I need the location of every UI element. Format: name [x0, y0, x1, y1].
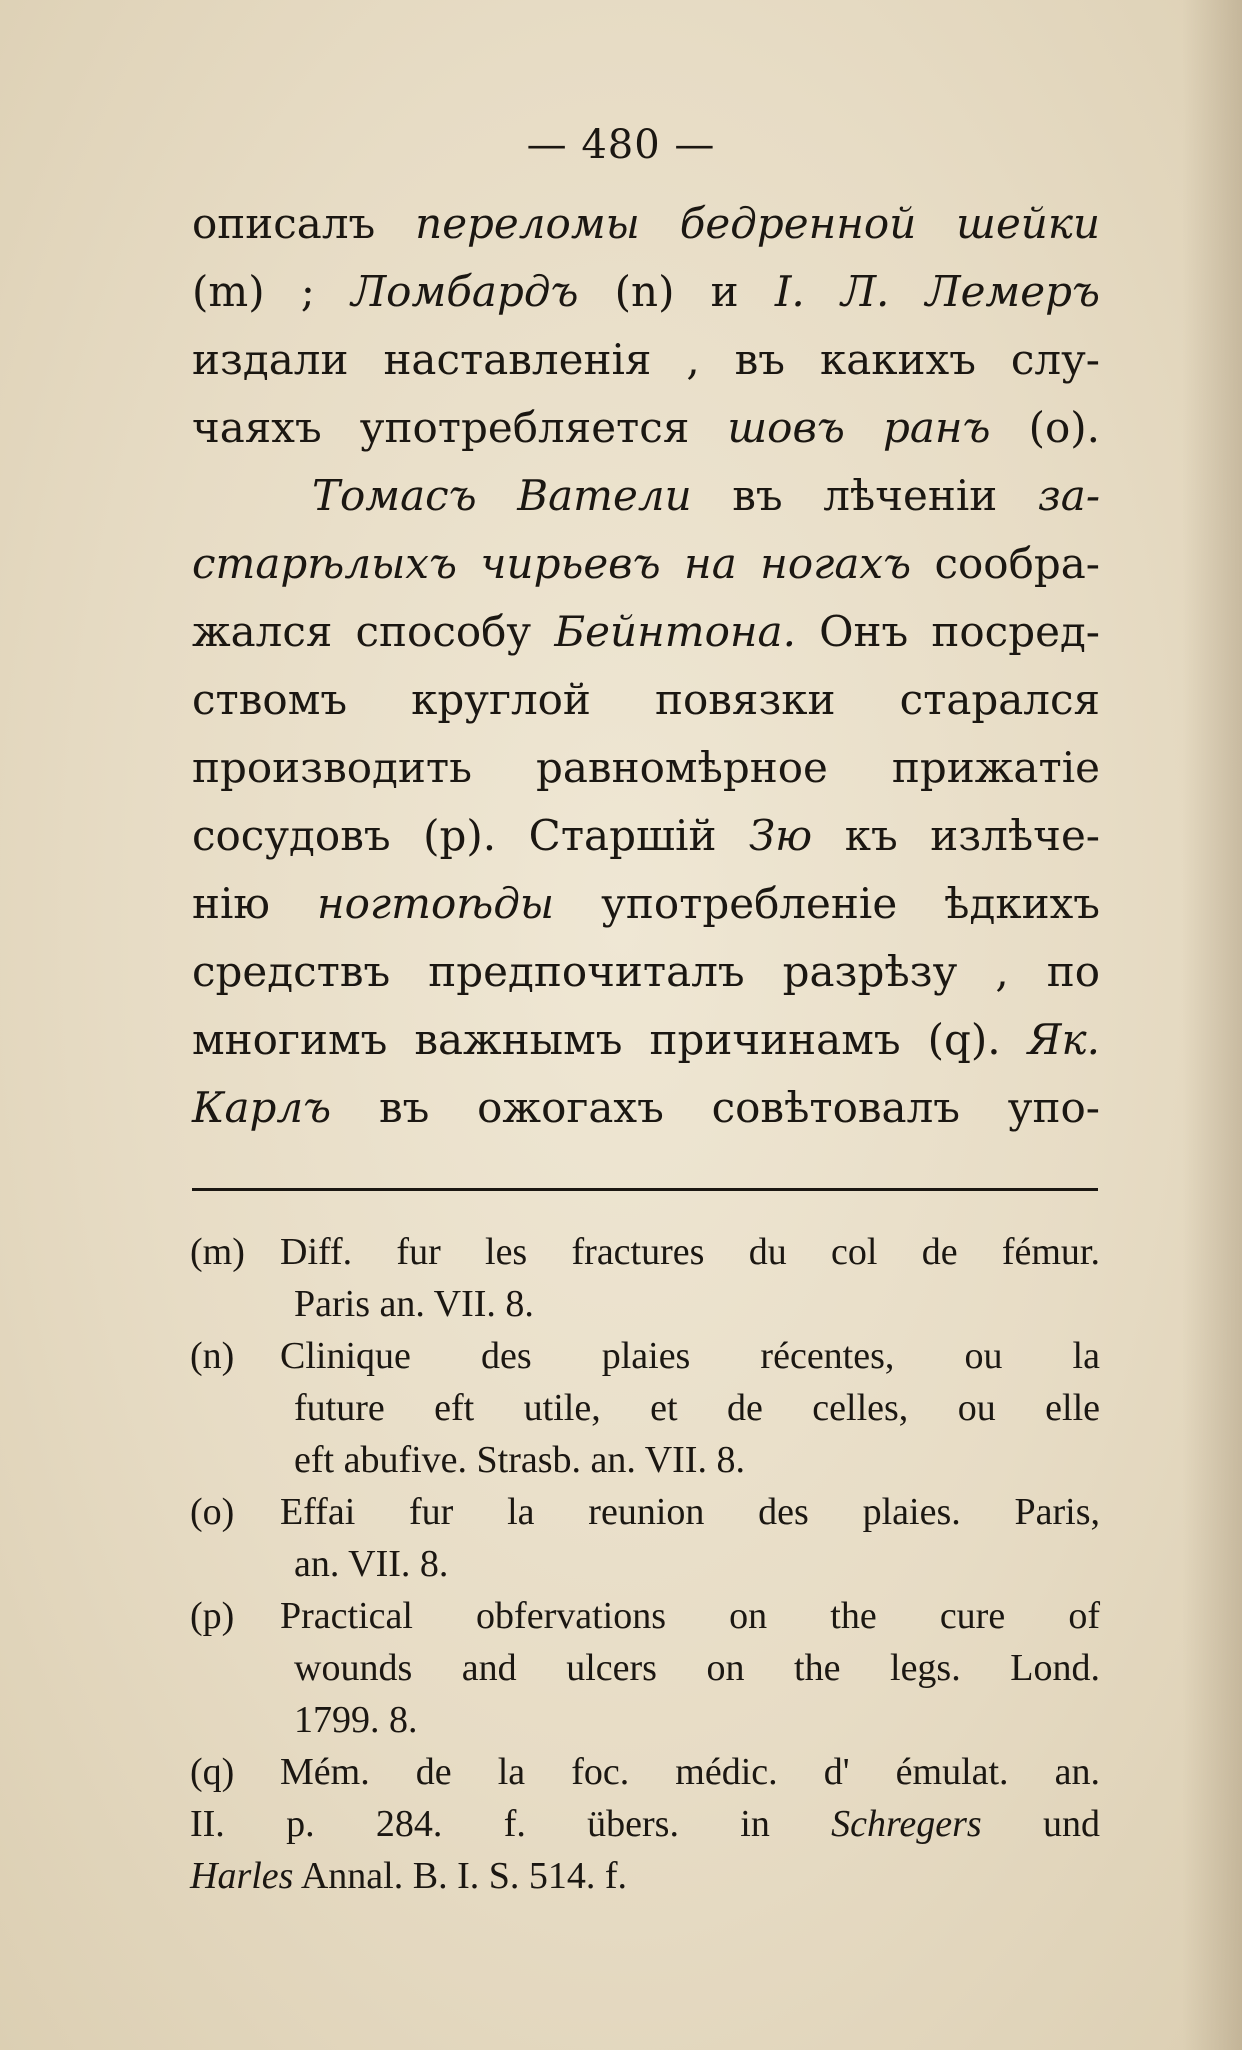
text-line	[192, 938, 1100, 1006]
footnote	[190, 1590, 1100, 1746]
text-segment: многимъ важнымъ причинамъ (q).	[192, 1015, 1028, 1064]
main-text	[192, 190, 1100, 1142]
footnote-marker: (m)	[190, 1231, 245, 1273]
text-segment: жался способу	[192, 607, 555, 656]
footnote-line	[190, 1434, 1100, 1486]
text-segment: сообра-	[911, 539, 1100, 588]
text-segment: описалъ	[192, 199, 416, 248]
footnote-line	[190, 1590, 1100, 1642]
italic-text-segment: старѣлыхъ чирьевъ на ногахъ	[192, 539, 912, 588]
text-segment: (m) ;	[192, 267, 352, 316]
text-segment: употребленіе ѣдкихъ	[554, 879, 1100, 928]
italic-text-segment: Карлъ	[192, 1083, 332, 1132]
text-line	[192, 734, 1100, 802]
footnote-marker: (q)	[190, 1751, 235, 1793]
footnote-line	[190, 1382, 1100, 1434]
text-line	[192, 530, 1100, 598]
footnote-marker: (n)	[190, 1335, 235, 1377]
text-segment: Practical obfervations on the cure of	[280, 1595, 1100, 1637]
text-line	[192, 598, 1100, 666]
italic-text-segment: шовъ ранъ	[727, 403, 991, 452]
italic-text-segment: Як.	[1027, 1015, 1100, 1064]
italic-text-segment: ногтоѣды	[316, 879, 555, 928]
footnote-rule	[192, 1188, 1098, 1191]
text-line	[192, 326, 1100, 394]
text-segment: eft abufive. Strasb. an. VII. 8.	[294, 1439, 745, 1481]
text-segment: производить равномѣрное прижатіе	[192, 743, 1100, 792]
text-line	[192, 462, 1100, 530]
italic-text-segment: переломы бедренной шейки	[415, 199, 1100, 248]
footnote-marker: (p)	[190, 1595, 235, 1637]
text-line	[192, 190, 1100, 258]
footnote-line	[190, 1642, 1100, 1694]
text-segment: ствомъ круглой повязки старался	[192, 675, 1100, 724]
footnote-line	[190, 1746, 1100, 1798]
text-segment: Effai fur la reunion des plaies. Paris,	[280, 1491, 1100, 1533]
text-segment: Annal. B. I. S. 514. f.	[293, 1855, 628, 1897]
italic-text-segment: Ломбардъ	[351, 267, 579, 316]
footnote	[190, 1746, 1100, 1902]
footnote-line	[190, 1538, 1100, 1590]
text-segment: средствъ предпочиталъ разрѣзу , по	[192, 947, 1100, 996]
text-segment: сосудовъ (р). Старшій	[192, 811, 750, 860]
footnote-line	[190, 1278, 1100, 1330]
footnote-line	[190, 1486, 1100, 1538]
text-segment: издали наставленія , въ какихъ слу-	[192, 335, 1100, 384]
footnote	[190, 1226, 1100, 1330]
text-line	[192, 258, 1100, 326]
text-line	[192, 1074, 1100, 1142]
italic-text-segment: I. Л. Лемеръ	[774, 267, 1100, 316]
text-segment: къ излѣче-	[812, 811, 1100, 860]
text-segment: Mém. de la foc. médic. d' émulat. an.	[280, 1751, 1100, 1793]
footnote-line	[190, 1850, 1100, 1902]
italic-text-segment: за-	[1037, 471, 1101, 520]
text-segment: II. p. 284. f. übers. in	[190, 1803, 832, 1845]
text-segment: въ ожогахъ совѣтовалъ упо-	[331, 1083, 1100, 1132]
text-segment: нію	[192, 879, 317, 928]
footnote	[190, 1486, 1100, 1590]
text-segment: 1799. 8.	[294, 1699, 418, 1741]
italic-text-segment: Зю	[749, 811, 813, 860]
text-segment: und	[981, 1803, 1100, 1845]
italic-text-segment: Harles	[190, 1855, 294, 1897]
footnote-line	[190, 1694, 1100, 1746]
text-segment: Онъ посред-	[795, 607, 1100, 656]
italic-text-segment: Томасъ Ватели	[312, 471, 692, 520]
italic-text-segment: Бейнтона.	[554, 607, 796, 656]
text-line	[192, 870, 1100, 938]
text-segment: an. VII. 8.	[294, 1543, 449, 1585]
text-segment: Clinique des plaies récentes, ou la	[280, 1335, 1100, 1377]
page-number: — 480 —	[526, 122, 716, 168]
footnote	[190, 1330, 1100, 1486]
text-line	[192, 666, 1100, 734]
text-segment: Paris an. VII. 8.	[294, 1283, 534, 1325]
text-segment: (о).	[990, 403, 1100, 452]
text-segment: (n) и	[578, 267, 775, 316]
text-segment: въ лѣченіи	[691, 471, 1038, 520]
footnotes	[190, 1226, 1100, 1902]
text-segment: future eft utile, et de celles, ou elle	[294, 1387, 1100, 1429]
text-line	[192, 394, 1100, 462]
footnote-line	[190, 1330, 1100, 1382]
page-edge-shadow	[1182, 0, 1242, 2050]
text-line	[192, 1006, 1100, 1074]
italic-text-segment: Schregers	[831, 1803, 982, 1845]
footnote-marker: (o)	[190, 1491, 235, 1533]
text-line	[192, 802, 1100, 870]
text-segment: чаяхъ употребляется	[192, 403, 728, 452]
footnote-line	[190, 1226, 1100, 1278]
text-segment: Diff. fur les fractures du col de fémur.	[280, 1231, 1100, 1273]
footnote-line	[190, 1798, 1100, 1850]
text-segment: wounds and ulcers on the legs. Lond.	[294, 1647, 1100, 1689]
